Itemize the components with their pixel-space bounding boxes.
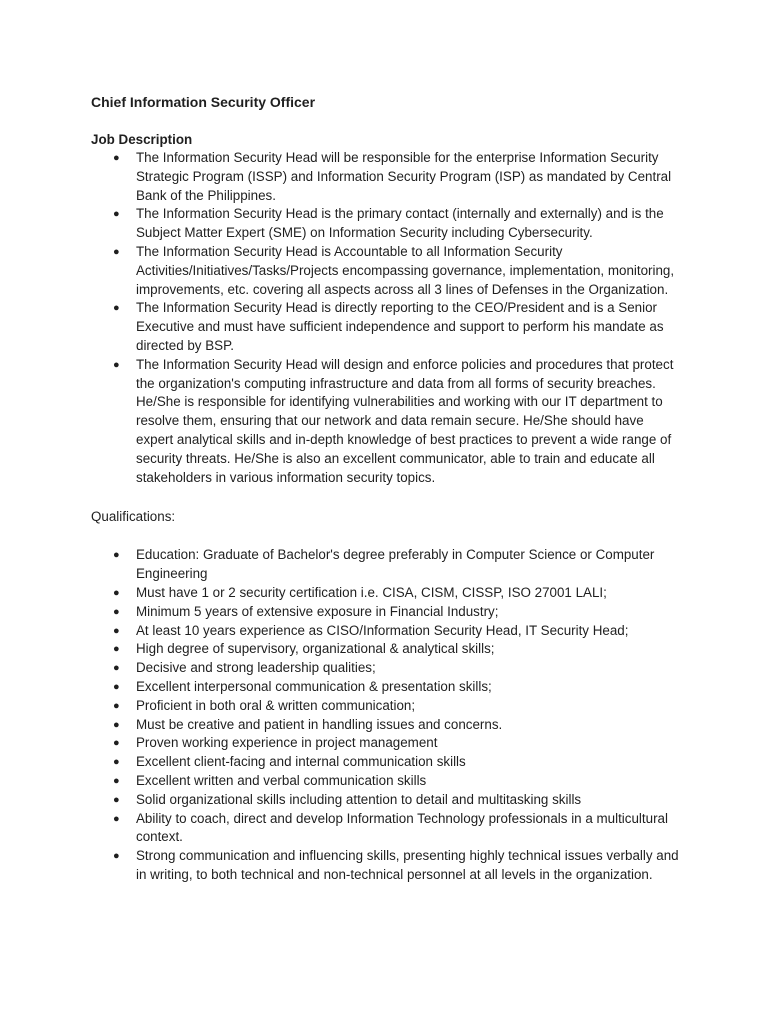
bullet-icon: ● [113,549,120,562]
list-item-text: The Information Security Head is the primary contact (internally and externally) and is the Subject Matter Expert (SME) on Information Security including Cybersecurity. [136,206,664,241]
list-item-text: The Information Security Head will design and enforce policies and procedures that protect the organization's computing infrastructure and data from all forms of security breaches. He/She is responsible for identifying vulnerabilities and working with our IT department to resolve them, ensuring that our network and data remain secure. He/She should have expert analytical skills and in-depth knowledge of best practices to prevent a wide range of security threats. He/She is also an excellent communicator, able to train and educate all stakeholders in various information security topics. [136,356,674,485]
list-item [91,734,680,753]
list-item [91,205,680,243]
bullet-icon: ● [113,624,120,637]
bullet-icon: ● [113,302,120,315]
list-item-text: Must have 1 or 2 security certification i.e. CISA, CISM, CISSP, ISO 27001 LALI; [136,584,607,600]
bullet-icon: ● [113,793,120,806]
bullet-icon: ● [113,152,120,164]
list-item [91,697,680,716]
list-item-text: The Information Security Head is directly reporting to the CEO/President and is a Senior Executive and must have sufficient independence and support to perform his mandate as directed by BSP. [136,300,664,353]
qualifications-heading: Qualifications: [91,509,176,525]
list-item [91,299,680,355]
list-item [91,791,680,810]
bullet-icon: ● [113,245,120,258]
list-item [91,356,680,488]
list-item [91,546,680,584]
list-item-text: The Information Security Head is Accountable to all Information Security Activities/Initiatives/Tasks/Projects encompassing governance, implementation, monitoring, improvements, etc. covering all aspects across all 3 lines of Defenses in the Organization. [136,243,675,297]
list-item-text: Minimum 5 years of extensive exposure in Financial Industry; [136,603,499,619]
list-item [91,716,680,735]
list-item-text: Ability to coach, direct and develop Information Technology professionals in a multicultural context. [136,810,668,845]
bullet-icon: ● [113,737,120,750]
list-item [91,149,680,205]
qualifications-list [91,546,680,884]
list-item-text: Proven working experience in project management [136,735,438,751]
bullet-icon: ● [113,662,120,675]
list-item-text: Decisive and strong leadership qualities; [136,660,376,676]
list-item-text: Solid organizational skills including attention to detail and multitasking skills [136,791,582,807]
bullet-icon: ● [113,680,120,693]
list-item [91,640,680,659]
bullet-icon: ● [113,208,120,221]
job-description-list [91,149,680,487]
list-item [91,243,680,299]
bullet-icon: ● [113,850,120,863]
list-item [91,603,680,622]
bullet-icon: ● [113,586,120,599]
list-item [91,659,680,678]
bullet-icon: ● [113,774,120,787]
bullet-icon: ● [113,643,120,656]
list-item-text: Excellent written and verbal communication skills [136,772,427,788]
list-item [91,584,680,603]
document-title: Chief Information Security Officer [91,94,316,110]
list-item [91,622,680,641]
list-item-text: Must be creative and patient in handling issues and concerns. [136,716,503,732]
list-item [91,847,680,885]
list-item-text: Education: Graduate of Bachelor's degree preferably in Computer Science or Computer Engineering [136,547,655,582]
job-description-heading: Job Description [91,132,193,147]
bullet-icon: ● [113,812,120,825]
list-item-text: Strong communication and influencing skills, presenting highly technical issues verbally and in writing, to both technical and non-technical personnel at all levels in the organization. [136,848,679,882]
list-item [91,772,680,791]
list-item-text: Excellent client-facing and internal communication skills [136,754,466,770]
list-item [91,753,680,772]
bullet-icon: ● [113,756,120,769]
bullet-icon: ● [113,718,120,731]
list-item-text: The Information Security Head will be responsible for the enterprise Information Security Strategic Program (ISSP) and Information Security Program (ISP) as mandated by Central Bank of the Philippines. [136,150,672,203]
list-item-text: At least 10 years experience as CISO/Information Security Head, IT Security Head; [136,622,629,638]
bullet-icon: ● [113,605,120,618]
list-item [91,678,680,697]
list-item-text: Excellent interpersonal communication & presentation skills; [136,678,492,694]
list-item [91,810,680,848]
list-item-text: High degree of supervisory, organizational & analytical skills; [136,641,495,657]
list-item-text: Proficient in both oral & written communication; [136,697,416,713]
bullet-icon: ● [113,358,120,371]
bullet-icon: ● [113,699,120,712]
